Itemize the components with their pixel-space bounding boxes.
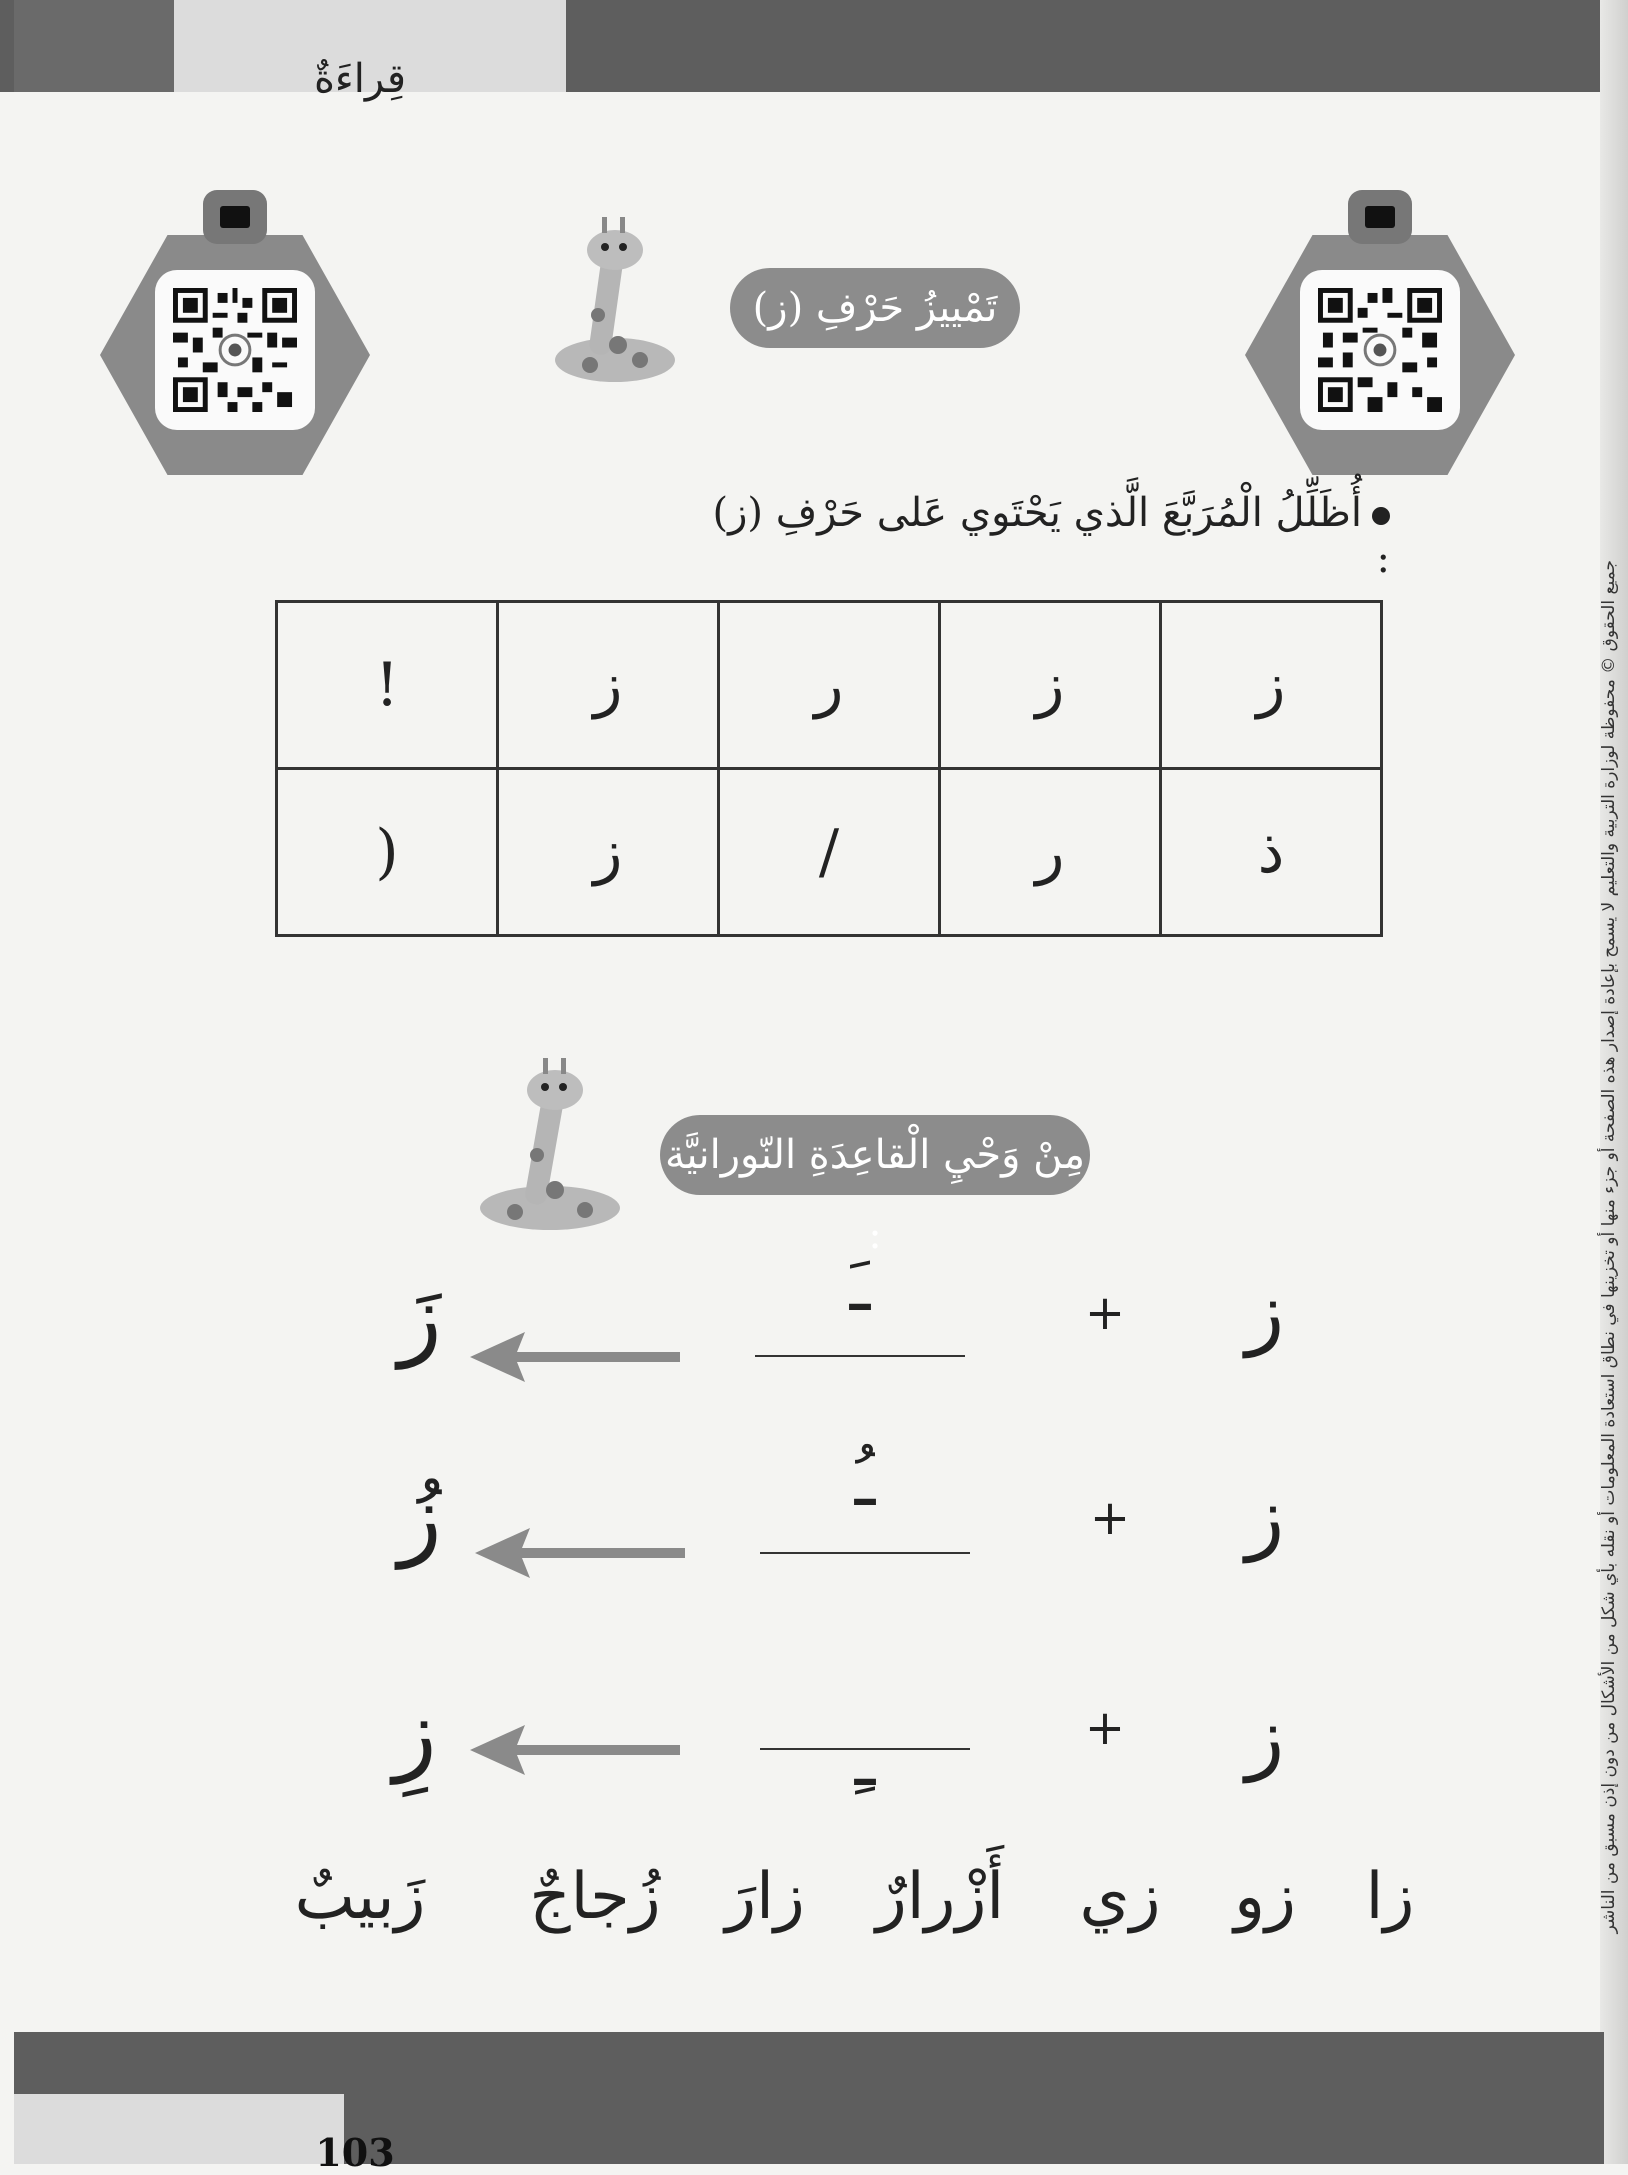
footer-band-right	[344, 2032, 1604, 2164]
grid-cell[interactable]: ز	[1161, 602, 1382, 769]
grid-cell[interactable]: ر	[719, 602, 940, 769]
bullet-icon	[1372, 507, 1390, 525]
arrow-left-icon	[470, 1332, 680, 1382]
qr-block-left[interactable]	[100, 190, 370, 490]
formula-plus: +	[1084, 1285, 1126, 1341]
practice-word: زُجاجٌ	[529, 1860, 661, 1934]
giraffe-icon	[455, 1040, 635, 1240]
grid-row	[277, 769, 1382, 936]
qr-block-right[interactable]	[1245, 190, 1515, 490]
header-band-left	[0, 0, 14, 92]
letter-grid	[275, 600, 1383, 937]
grid-cell[interactable]: ز	[498, 769, 719, 936]
formula-harakah: ـِ	[854, 1720, 876, 1802]
arrow-left-icon	[475, 1528, 685, 1578]
qr-code-icon	[1318, 288, 1442, 412]
grid-cell[interactable]: ز	[940, 602, 1161, 769]
clapperboard-icon	[220, 206, 250, 228]
qr-code-icon	[173, 288, 297, 412]
formula-harakah: ـَ	[849, 1245, 871, 1327]
practice-word: أَزْرارٌ	[875, 1860, 1005, 1934]
grid-cell[interactable]: ذ	[1161, 769, 1382, 936]
formula-plus: +	[1084, 1700, 1126, 1756]
giraffe-icon	[520, 195, 680, 395]
qr-tab	[203, 190, 267, 244]
section-title-pill: مِنْ وَحْيِ الْقاعِدَةِ النّورانيَّة :	[660, 1115, 1090, 1195]
section-title-pill: تَمْييزُ حَرْفِ (ز)	[730, 268, 1020, 348]
page-number: 103	[315, 2130, 395, 2175]
formula-plus: +	[1089, 1490, 1131, 1546]
formula-result: زُ	[398, 1465, 442, 1570]
formula-result: زَ	[398, 1265, 442, 1370]
formula-blank-line	[755, 1355, 965, 1357]
practice-word: زَبيبٌ	[294, 1860, 426, 1934]
qr-card[interactable]	[155, 270, 315, 430]
copyright-notice: جميع الحقوق © محفوظة لوزارة التربية والتعليم لا يسمح بإعادة إصدار هذه الصفحة أو جزء منها أو تخزينها في نطاق استعادة المعلومات أو نقله بأي شكل من الأشكال من دون إذن مسبق من الناشر	[1599, 560, 1619, 1934]
formula-letter: ز	[1245, 1690, 1285, 1783]
arrow-left-icon	[470, 1725, 680, 1775]
grid-cell[interactable]: )	[277, 769, 498, 936]
formula-blank-line	[760, 1552, 970, 1554]
formula-letter: ز	[1245, 1470, 1285, 1563]
practice-word: زارَ	[725, 1860, 805, 1934]
formula-letter: ز	[1245, 1265, 1285, 1358]
header-band-right	[566, 0, 1628, 92]
header-band-edge	[14, 0, 174, 92]
grid-row	[277, 602, 1382, 769]
grid-cell[interactable]: /	[719, 769, 940, 936]
grid-cell[interactable]: !	[277, 602, 498, 769]
exercise-instruction: أُظَلِّلُ الْمُرَبَّعَ الَّذي يَحْتَوي عَلى حَرْفِ (ز) :	[712, 490, 1390, 582]
practice-word: زا	[1365, 1860, 1415, 1934]
qr-card[interactable]	[1300, 270, 1460, 430]
practice-word: زو	[1234, 1860, 1296, 1934]
formula-harakah: ـُ	[854, 1440, 876, 1522]
qr-tab	[1348, 190, 1412, 244]
grid-cell[interactable]: ر	[940, 769, 1161, 936]
grid-cell[interactable]: ز	[498, 602, 719, 769]
practice-word: زي	[1079, 1860, 1161, 1934]
formula-result: زِ	[393, 1680, 437, 1785]
clapperboard-icon	[1365, 206, 1395, 228]
subject-title: قِراءَةٌ	[313, 56, 407, 102]
